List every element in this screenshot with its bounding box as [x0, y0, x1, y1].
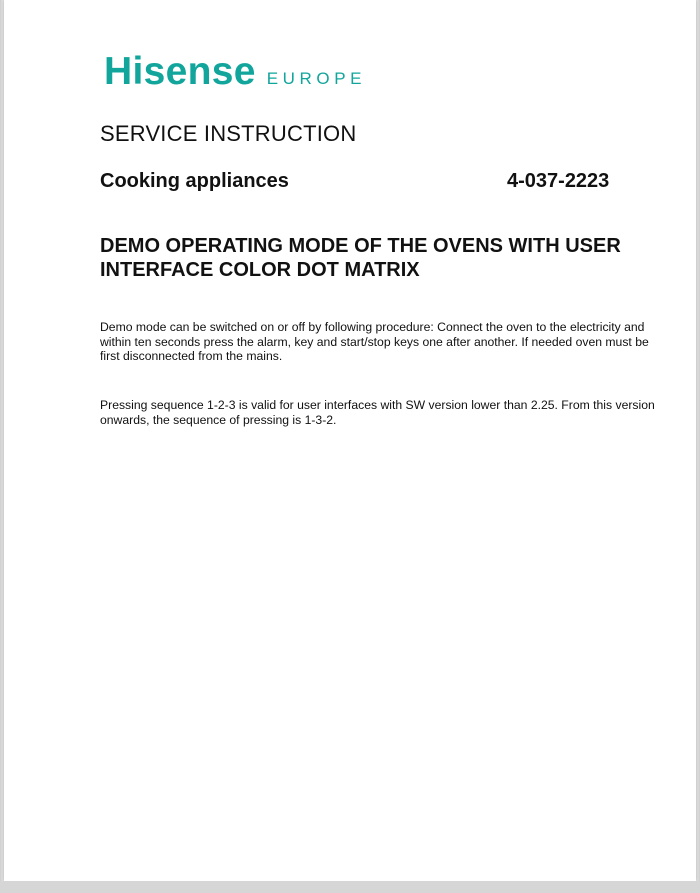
document-page: [4, 0, 696, 881]
brand-name: Hisense: [104, 50, 256, 93]
paragraph-demo-procedure: Demo mode can be switched on or off by following procedure: Connect the oven to the electricity and within ten seconds press the alarm, key and start/stop keys one after another. If needed oven must be first disconnected from the mains.: [100, 320, 649, 363]
brand-logo: [104, 52, 366, 91]
document-type: SERVICE INSTRUCTION: [100, 121, 357, 146]
document-category: Cooking appliances: [100, 170, 289, 192]
document-title: DEMO OPERATING MODE OF THE OVENS WITH USER INTERFACE COLOR DOT MATRIX: [100, 235, 621, 281]
brand-region: EUROPE: [266, 69, 367, 88]
paragraph-pressing-sequence: Pressing sequence 1-2-3 is valid for user interfaces with SW version lower than 2.25. From this version onwards, the sequence of pressing is 1-3-2.: [100, 398, 655, 427]
viewer-bottom-edge: [0, 881, 700, 893]
document-number: 4-037-2223: [507, 170, 610, 192]
